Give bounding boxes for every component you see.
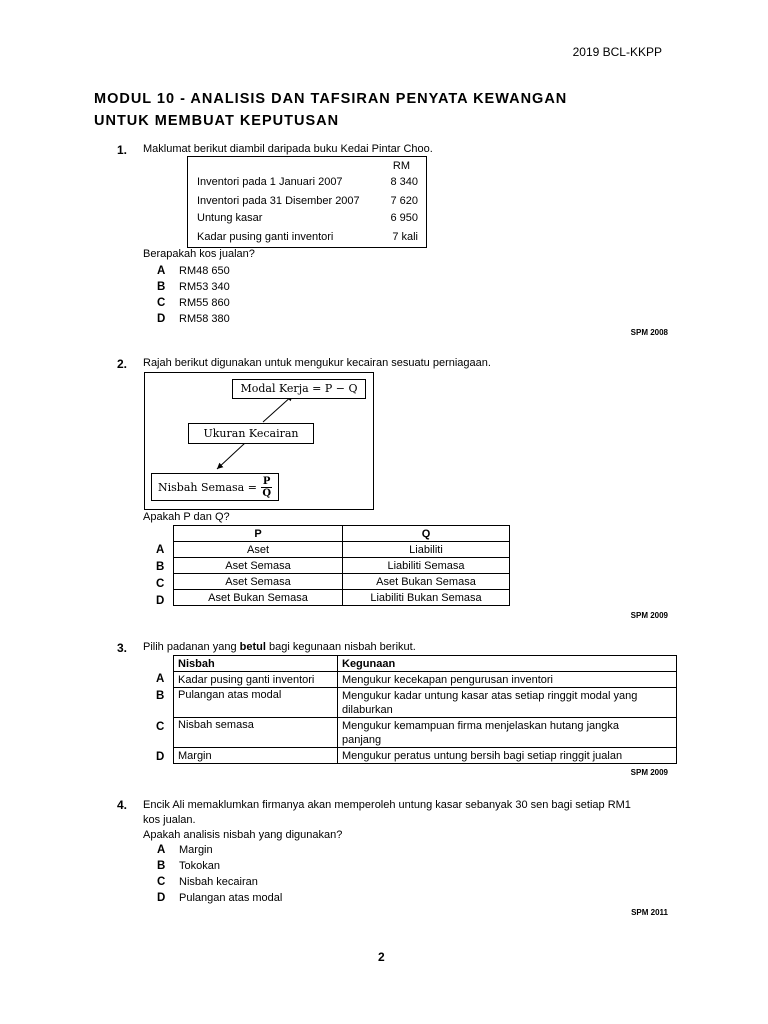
q4-options bbox=[157, 842, 282, 906]
cell-kegunaan: Mengukur kadar untung kasar atas setiap ringgit modal yang dilaburkan bbox=[338, 688, 677, 718]
table-row[interactable] bbox=[174, 558, 510, 574]
q1-option-c[interactable] bbox=[157, 295, 230, 311]
cell-q: Liabiliti Bukan Semasa bbox=[343, 590, 510, 606]
q1-row-label: Inventori pada 1 Januari 2007 bbox=[197, 176, 343, 188]
fraction-numerator: P bbox=[262, 475, 271, 487]
q2-intro: Rajah berikut digunakan untuk mengukur kecairan sesuatu perniagaan. bbox=[143, 357, 491, 369]
q4-intro-line1: Encik Ali memaklumkan firmanya akan memperoleh untung kasar sebanyak 30 sen bagi setiap RM1 bbox=[143, 799, 631, 811]
q4-option-b[interactable] bbox=[157, 858, 282, 874]
q1-options bbox=[157, 263, 230, 327]
q1-row-value: 7 620 bbox=[390, 195, 418, 207]
q1-row bbox=[197, 176, 418, 190]
q1-table-header: RM bbox=[392, 160, 410, 172]
q1-option-a[interactable] bbox=[157, 263, 230, 279]
option-letter: B bbox=[157, 281, 166, 293]
ratio-fraction bbox=[261, 476, 273, 499]
q4-intro-line2: kos jualan. bbox=[143, 814, 196, 826]
table-row[interactable] bbox=[174, 672, 677, 688]
table-row[interactable] bbox=[174, 688, 677, 718]
option-letter: B bbox=[156, 561, 165, 573]
working-capital-box: Modal Kerja = P − Q bbox=[232, 379, 366, 399]
cell-nisbah: Nisbah semasa bbox=[174, 718, 338, 748]
header-p: P bbox=[174, 526, 343, 542]
option-letter: A bbox=[156, 673, 165, 685]
option-letter: C bbox=[157, 876, 166, 888]
cell-p: Aset Bukan Semasa bbox=[174, 590, 343, 606]
title-line-2: UNTUK MEMBUAT KEPUTUSAN bbox=[94, 113, 340, 129]
option-text: Tokokan bbox=[179, 860, 220, 872]
q1-row-label: Untung kasar bbox=[197, 212, 263, 224]
option-text: RM48 650 bbox=[179, 265, 230, 277]
option-letter: D bbox=[156, 595, 165, 607]
q2-options-table bbox=[173, 525, 510, 606]
option-letter: C bbox=[156, 721, 165, 733]
q1-question: Berapakah kos jualan? bbox=[143, 248, 255, 260]
cell-kegunaan: Mengukur kecekapan pengurusan inventori bbox=[338, 672, 677, 688]
option-letter: A bbox=[156, 544, 165, 556]
header-q: Q bbox=[343, 526, 510, 542]
liquidity-diagram bbox=[144, 372, 374, 510]
table-row[interactable] bbox=[174, 574, 510, 590]
q3-intro: Pilih padanan yang betul bagi kegunaan nisbah berikut. bbox=[143, 641, 416, 653]
liquidity-measure-box: Ukuran Kecairan bbox=[188, 423, 314, 444]
cell-nisbah: Pulangan atas modal bbox=[174, 688, 338, 718]
q1-row bbox=[197, 231, 418, 245]
q2-source: SPM 2009 bbox=[630, 611, 668, 620]
option-text: Pulangan atas modal bbox=[179, 892, 283, 904]
q1-row-value: 6 950 bbox=[390, 212, 418, 224]
q1-source: SPM 2008 bbox=[630, 328, 668, 337]
cell-kegunaan: Mengukur peratus untung bersih bagi setiap ringgit jualan bbox=[338, 748, 677, 764]
option-text: RM55 860 bbox=[179, 297, 230, 309]
q4-intro bbox=[143, 798, 631, 843]
cell-q: Liabiliti Semasa bbox=[343, 558, 510, 574]
title-line-1: MODUL 10 - ANALISIS DAN TAFSIRAN PENYATA KEWANGAN bbox=[94, 91, 568, 107]
table-row[interactable] bbox=[174, 748, 677, 764]
q2-number: 2. bbox=[117, 357, 128, 371]
current-ratio-label: Nisbah Semasa = bbox=[158, 480, 257, 494]
table-row[interactable] bbox=[174, 542, 510, 558]
q4-number: 4. bbox=[117, 798, 128, 812]
option-text: Nisbah kecairan bbox=[179, 876, 258, 888]
q3-number: 3. bbox=[117, 641, 128, 655]
q1-number: 1. bbox=[117, 143, 128, 157]
cell-kegunaan: Mengukur kemampuan firma menjelaskan hutang jangka panjang bbox=[338, 718, 677, 748]
option-letter: B bbox=[157, 860, 166, 872]
q3-source: SPM 2009 bbox=[630, 768, 668, 777]
cell-q: Aset Bukan Semasa bbox=[343, 574, 510, 590]
option-letter: A bbox=[157, 844, 166, 856]
cell-nisbah: Margin bbox=[174, 748, 338, 764]
table-row[interactable] bbox=[174, 718, 677, 748]
option-letter: C bbox=[157, 297, 166, 309]
current-ratio-box bbox=[151, 473, 279, 501]
option-text: RM58 380 bbox=[179, 313, 230, 325]
q1-option-d[interactable] bbox=[157, 311, 230, 327]
fraction-denominator: Q bbox=[262, 487, 272, 499]
page-number: 2 bbox=[378, 950, 385, 964]
option-letter: A bbox=[157, 265, 166, 277]
q1-info-table bbox=[187, 156, 427, 248]
cell-p: Aset Semasa bbox=[174, 574, 343, 590]
header-nisbah: Nisbah bbox=[174, 656, 338, 672]
table-row[interactable] bbox=[174, 590, 510, 606]
q1-row bbox=[197, 195, 418, 209]
q1-option-b[interactable] bbox=[157, 279, 230, 295]
table-header-row bbox=[174, 526, 510, 542]
q1-row bbox=[197, 212, 418, 226]
q4-source: SPM 2011 bbox=[631, 908, 668, 917]
q2-question: Apakah P dan Q? bbox=[143, 511, 230, 523]
cell-nisbah: Kadar pusing ganti inventori bbox=[174, 672, 338, 688]
q3-options-table bbox=[173, 655, 677, 764]
cell-p: Aset Semasa bbox=[174, 558, 343, 574]
q4-option-a[interactable] bbox=[157, 842, 282, 858]
header-kegunaan: Kegunaan bbox=[338, 656, 677, 672]
q4-option-c[interactable] bbox=[157, 874, 282, 890]
q1-row-label: Kadar pusing ganti inventori bbox=[197, 231, 334, 243]
module-title bbox=[94, 88, 567, 132]
option-letter: D bbox=[157, 892, 166, 904]
q4-option-d[interactable] bbox=[157, 890, 282, 906]
q2-option-letters bbox=[156, 542, 164, 610]
document-header: 2019 BCL-KKPP bbox=[572, 45, 662, 59]
option-text: RM53 340 bbox=[179, 281, 230, 293]
option-letter: D bbox=[156, 751, 165, 763]
q1-row-label: Inventori pada 31 Disember 2007 bbox=[197, 195, 360, 207]
option-letter: D bbox=[157, 313, 166, 325]
cell-q: Liabiliti bbox=[343, 542, 510, 558]
option-letter: C bbox=[156, 578, 165, 590]
q1-row-value: 8 340 bbox=[390, 176, 418, 188]
q1-intro: Maklumat berikut diambil daripada buku Kedai Pintar Choo. bbox=[143, 143, 433, 155]
cell-p: Aset bbox=[174, 542, 343, 558]
q1-row-value: 7 kali bbox=[392, 231, 418, 243]
option-text: Margin bbox=[179, 844, 213, 856]
q4-question: Apakah analisis nisbah yang digunakan? bbox=[143, 829, 343, 841]
table-header-row bbox=[174, 656, 677, 672]
option-letter: B bbox=[156, 690, 165, 702]
